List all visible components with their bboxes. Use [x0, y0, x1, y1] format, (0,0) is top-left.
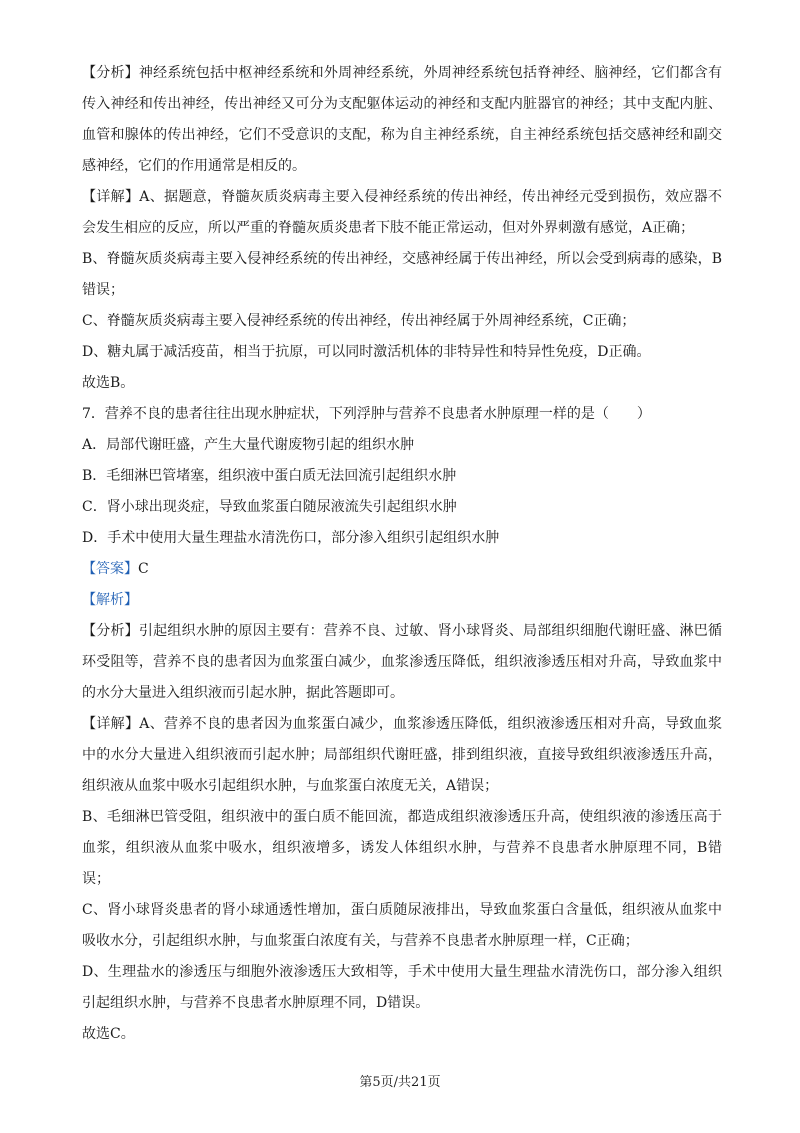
paragraph-text: B．毛细淋巴管堵塞，组织液中蛋白质无法回流引起组织水肿	[82, 468, 457, 484]
analysis-tag: 【分析】	[82, 623, 139, 639]
analysis-paragraph-q6	[82, 58, 722, 182]
conclusion-q6	[82, 368, 722, 399]
detail-paragraph-q7-d	[82, 957, 722, 1019]
page-number-footer: 第5页/共21页	[359, 1075, 441, 1090]
detail-paragraph-q6-a	[82, 182, 722, 244]
paragraph-text: 7．营养不良的患者往往出现水肿症状，下列浮肿与营养不良患者水肿原理一样的是（ ）	[82, 406, 651, 422]
paragraph-text: A、营养不良的患者因为血浆蛋白减少，血浆渗透压降低，组织液渗透压相对升高，导致血浆中的水分大量进入组织液而引起水肿；局部组织代谢旺盛，排到组织液，直接导致组织液渗透压升高，组织液从血浆中吸水引起组织水肿，与血浆蛋白浓度无关，A错误；	[82, 716, 723, 794]
analysis-paragraph-q7	[82, 616, 722, 709]
paragraph-text: D、糖丸属于减活疫苗，相当于抗原，可以同时激活机体的非特异性和特异性免疫，D正确。	[82, 344, 651, 360]
paragraph-text: B、毛细淋巴管受阻，组织液中的蛋白质不能回流，都造成组织液渗透压升高，使组织液的渗透压高于血浆，组织液从血浆中吸水，组织液增多，诱发人体组织水肿，与营养不良患者水肿原理不同，B错误；	[82, 809, 722, 887]
answer-tag: 【答案】	[82, 561, 138, 577]
question-7-stem	[82, 399, 722, 430]
detail-tag: 【详解】	[82, 716, 140, 732]
conclusion-q7	[82, 1019, 722, 1050]
detail-paragraph-q6-b	[82, 244, 722, 306]
answer-value: C	[138, 561, 149, 577]
paragraph-text: B、脊髓灰质炎病毒主要入侵神经系统的传出神经，交感神经属于传出神经，所以会受到病毒的感染，B错误；	[82, 251, 722, 298]
detail-paragraph-q7-a	[82, 709, 722, 802]
paragraph-text: D．手术中使用大量生理盐水清洗伤口，部分渗入组织引起组织水肿	[82, 530, 500, 546]
paragraph-text: C．肾小球出现炎症，导致血浆蛋白随尿液流失引起组织水肿	[82, 499, 457, 515]
detail-paragraph-q6-d	[82, 337, 722, 368]
explanation-tag: 【解析】	[82, 592, 138, 608]
paragraph-text: 神经系统包括中枢神经系统和外周神经系统，外周神经系统包括脊神经、脑神经，它们都含有传入神经和传出神经，传出神经又可分为支配躯体运动的神经和支配内脏器官的神经；其中支配内脏、血管和腺体的传出神经，它们不受意识的支配，称为自主神经系统，自主神经系统包括交感神经和副交感神经，它们的作用通常是相反的。	[82, 65, 723, 174]
answer-line	[82, 554, 722, 585]
analysis-tag: 【分析】	[82, 65, 139, 81]
paragraph-text: C、肾小球肾炎患者的肾小球通透性增加，蛋白质随尿液排出，导致血浆蛋白含量低，组织液从血浆中吸收水分，引起组织水肿，与血浆蛋白浓度有关，与营养不良患者水肿原理一样，C正确；	[82, 902, 722, 949]
detail-tag: 【详解】	[82, 189, 140, 205]
paragraph-text: C、脊髓灰质炎病毒主要入侵神经系统的传出神经，传出神经属于外周神经系统，C正确；	[82, 313, 636, 329]
detail-paragraph-q7-c	[82, 895, 722, 957]
paragraph-text: A、据题意，脊髓灰质炎病毒主要入侵神经系统的传出神经，传出神经元受到损伤，效应器不会发生相应的反应，所以严重的脊髓灰质炎患者下肢不能正常运动，但对外界刺激有感觉，A正确；	[82, 189, 723, 236]
question-7-option-d	[82, 523, 722, 554]
detail-paragraph-q7-b	[82, 802, 722, 895]
question-7-option-a	[82, 430, 722, 461]
question-7-option-b	[82, 461, 722, 492]
paragraph-text: A．局部代谢旺盛，产生大量代谢废物引起的组织水肿	[82, 437, 415, 453]
paragraph-text: 引起组织水肿的原因主要有：营养不良、过敏、肾小球肾炎、局部组织细胞代谢旺盛、淋巴循环受阻等，营养不良的患者因为血浆蛋白减少，血浆渗透压降低，组织液渗透压相对升高，导致血浆中的水分大量进入组织液而引起水肿，据此答题即可。	[82, 623, 723, 701]
paragraph-text: 故选C。	[82, 1026, 135, 1042]
document-body	[82, 58, 722, 1050]
explanation-heading	[82, 585, 722, 616]
detail-paragraph-q6-c	[82, 306, 722, 337]
paragraph-text: 故选B。	[82, 375, 135, 391]
paragraph-text: D、生理盐水的渗透压与细胞外液渗透压大致相等，手术中使用大量生理盐水清洗伤口，部分渗入组织引起组织水肿，与营养不良患者水肿原理不同，D错误。	[82, 964, 722, 1011]
question-7-option-c	[82, 492, 722, 523]
